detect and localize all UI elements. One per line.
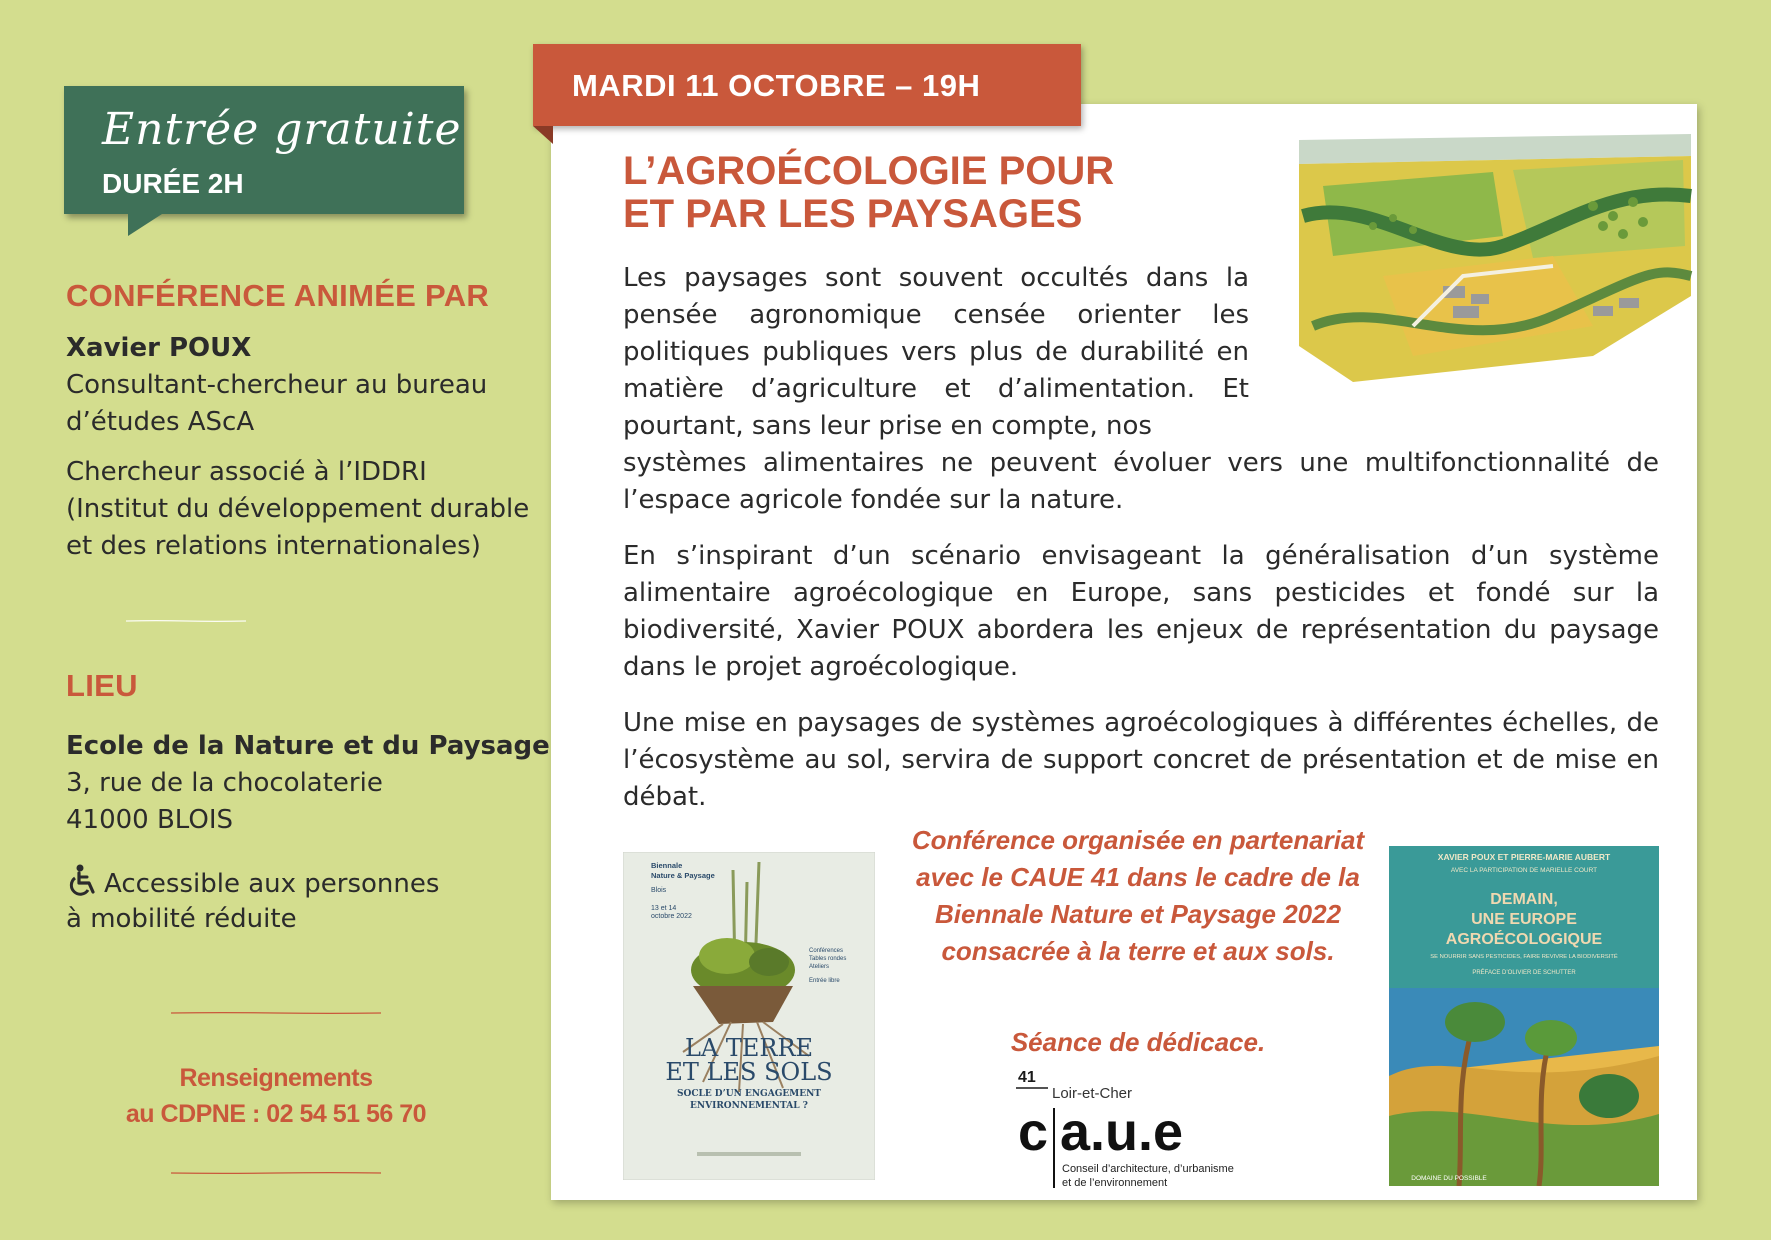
poster-dates-1: 13 et 14 xyxy=(651,905,677,912)
speaker-role-1: Consultant-chercheur au bureau xyxy=(66,370,488,400)
speaker-assoc-3: et des relations internationales) xyxy=(66,531,481,561)
caue-number: 41 xyxy=(1018,1069,1036,1086)
poster-header-2: Nature & Paysage xyxy=(651,871,715,880)
poster-side-4: Entrée libre xyxy=(809,978,840,984)
event-date: MARDI 11 OCTOBRE – 19H xyxy=(572,68,981,103)
landscape-illustration xyxy=(1293,126,1697,402)
paragraph-1a: Les paysages sont souvent occultés dans la pensée agronomique censée orienter les politiques publiques vers plus de durabilité en matière d’agriculture et d’alimentation. Et pourtant, sans leur prise en compte, nos xyxy=(623,263,1249,441)
venue-street: 3, rue de la chocolaterie xyxy=(66,768,383,798)
caue-tagline-2: et de l’environnement xyxy=(1062,1177,1168,1189)
caue-logo xyxy=(1012,1064,1282,1194)
event-title: L’AGROÉCOLOGIE POUR ET PAR LES PAYSAGES xyxy=(623,149,1115,236)
poster-subtitle-1: SOCLE D’UN ENGAGEMENT xyxy=(676,1089,822,1099)
divider-top xyxy=(66,1012,486,1014)
poster-city: Blois xyxy=(651,887,667,894)
caue-wordmark: a.u.e xyxy=(1060,1102,1184,1162)
speaker-role-2: d’études AScA xyxy=(66,407,255,437)
speaker-assoc-2: (Institut du développement durable xyxy=(66,494,530,524)
divider-white xyxy=(66,620,306,622)
book-title-1: DEMAIN, xyxy=(1490,891,1558,908)
book-subtitle: SE NOURRIR SANS PESTICIDES, FAIRE REVIVRE LA BIODIVERSITÉ xyxy=(1430,954,1618,960)
book-cover xyxy=(1389,846,1659,1186)
poster-subtitle-2: ENVIRONNEMENTAL ? xyxy=(690,1101,808,1111)
book-authors: XAVIER POUX ET PIERRE-MARIE AUBERT xyxy=(1437,852,1611,862)
caue-department: Loir-et-Cher xyxy=(1052,1085,1133,1102)
poster-side-2: Tables rondes xyxy=(809,956,847,962)
info-phone: au CDPNE : 02 54 51 56 70 xyxy=(125,1100,427,1128)
badge-tail xyxy=(128,214,162,236)
paragraph-2: En s’inspirant d’un scénario envisageant la généralisation d’un système alimentaire agroécologique en Europe, sans pesticides et fondé sur la biodiversité, Xavier POUX abordera les enjeux de représentation du paysage dans le projet agroécologique. xyxy=(623,541,1659,682)
poster-side-3: Ateliers xyxy=(809,964,830,970)
poster-header-1: Biennale xyxy=(651,861,683,870)
wheelchair-icon xyxy=(66,864,100,898)
paragraph-3: Une mise en paysages de systèmes agroécologiques à différentes échelles, de l’écosystème au sol, servira de support concret de présentation et de mise en débat. xyxy=(623,708,1659,812)
caue-tagline-1: Conseil d’architecture, d’urbanisme xyxy=(1062,1163,1234,1175)
accessibility-line-1: Accessible aux personnes xyxy=(66,864,439,903)
info-line-1: Renseignements xyxy=(179,1064,373,1092)
book-title-2: UNE EUROPE xyxy=(1471,911,1577,928)
biennale-poster xyxy=(623,852,875,1180)
poster-title-1: LA TERRE xyxy=(684,1034,814,1062)
speaker-heading: CONFÉRENCE ANIMÉE PAR xyxy=(66,278,490,313)
accessibility-line-2: à mobilité réduite xyxy=(66,904,297,934)
duration-text: DURÉE 2H xyxy=(102,168,244,199)
book-preface: PRÉFACE D’OLIVIER DE SCHUTTER xyxy=(1472,970,1576,976)
caue-wordmark-c: c xyxy=(1018,1102,1049,1162)
venue-name: Ecole de la Nature et du Paysage xyxy=(66,731,550,761)
poster-dates-2: octobre 2022 xyxy=(651,913,692,920)
organisation-note: Conférence organisée en partenariat avec le CAUE 41 dans le cadre de la Biennale Nature et Paysage 2022 consacrée à la terre et aux sols. xyxy=(911,825,1365,966)
speaker-assoc-1: Chercheur associé à l’IDDRI xyxy=(66,457,427,487)
book-publisher: DOMAINE DU POSSIBLE xyxy=(1411,1175,1487,1182)
paragraph-1b: systèmes alimentaires ne peuvent évoluer vers une multifonctionnalité de l’espace agricole fondée sur la nature. xyxy=(623,448,1659,515)
divider-bottom xyxy=(66,1172,486,1174)
poster-side-1: Conférences xyxy=(809,948,844,954)
poster-title-2: ET LES SOLS xyxy=(665,1058,833,1086)
free-entry-text: Entrée gratuite xyxy=(102,104,462,155)
banner-fold xyxy=(533,126,553,144)
speaker-name: Xavier POUX xyxy=(66,333,252,363)
venue-city: 41000 BLOIS xyxy=(66,805,234,835)
book-participation: AVEC LA PARTICIPATION DE MARIELLE COURT xyxy=(1450,867,1598,874)
venue-heading: LIEU xyxy=(66,668,138,703)
signing-note: Séance de dédicace. xyxy=(1010,1027,1266,1057)
book-title-3: AGROÉCOLOGIQUE xyxy=(1445,931,1603,948)
